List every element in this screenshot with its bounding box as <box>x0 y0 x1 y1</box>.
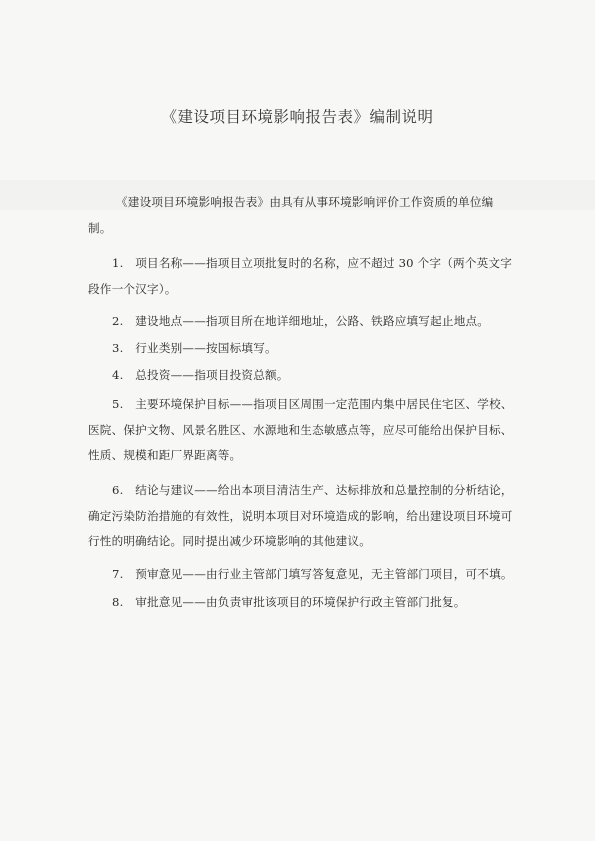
item-5: 5. 主要环境保护目标——指项目区周围一定范围内集中居民住宅区、学校、医院、保护文物、风景名胜区、水源地和生态敏感点等，应尽可能给出保护目标、性质、规模和距厂界距离等。 <box>88 397 513 462</box>
intro-paragraph: 《建设项目环境影响报告表》由具有从事环境影响评价工作资质的单位编制。 <box>88 195 494 235</box>
item-2: 2. 建设地点——指项目所在地详细地址，公路、铁路应填写起止地点。 <box>112 314 490 328</box>
item-6: 6. 结论与建议——给出本项目清洁生产、达标排放和总量控制的分析结论，确定污染防治措施的有效性，说明本项目对环境造成的影响，给出建设项目环境可行性的明确结论。同时提出减少环境影响的其他建议。 <box>88 483 513 548</box>
item-3: 3. 行业类别——按国标填写。 <box>112 341 277 355</box>
document-title: 《建设项目环境影响报告表》编制说明 <box>161 108 434 126</box>
item-1: 1. 项目名称——指项目立项批复时的名称，应不超过 30 个字（两个英文字段作一个汉字）。 <box>88 256 512 296</box>
item-7: 7. 预审意见——由行业主管部门填写答复意见，无主管部门项目，可不填。 <box>112 567 513 581</box>
item-8: 8. 审批意见——由负责审批该项目的环境保护行政主管部门批复。 <box>112 595 466 609</box>
item-4: 4. 总投资——指项目投资总额。 <box>112 368 289 382</box>
